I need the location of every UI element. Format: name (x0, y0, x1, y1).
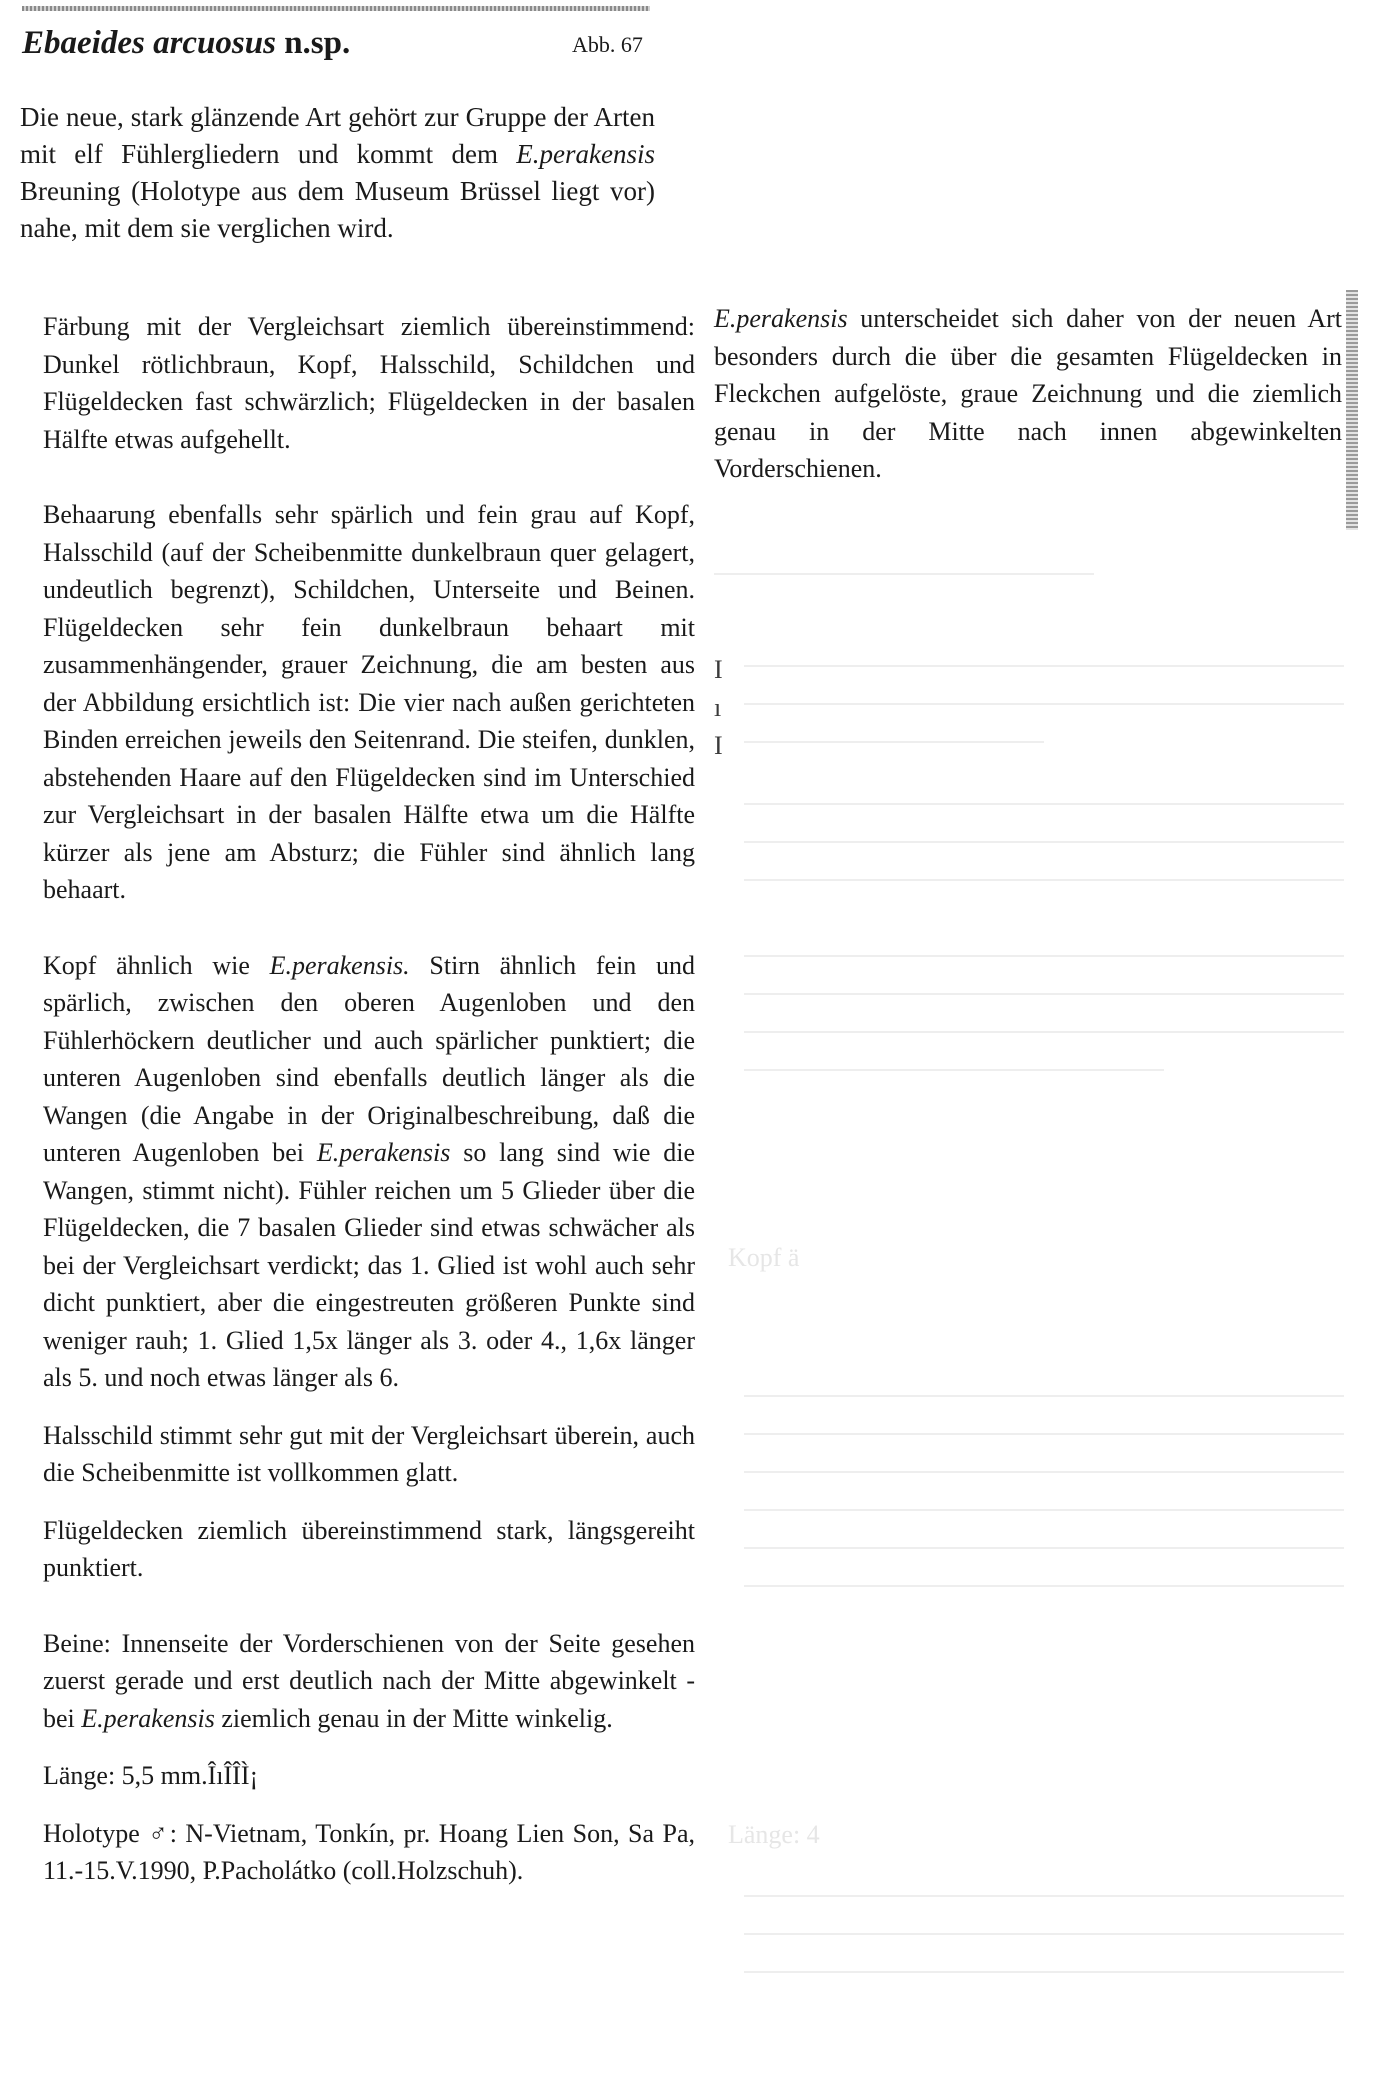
beine-species: E.perakensis (81, 1703, 215, 1733)
paragraph-laenge: Länge: 5,5 mm.ÎıÎÎÌ¡ (43, 1761, 259, 1790)
intro-paragraph (20, 99, 655, 247)
intro-text: Die neue, stark glänzende Art gehört zur Gruppe der Arten mit elf Fühlergliedern und kommt dem (20, 102, 655, 169)
paragraph-fluegeldecken: Flügeldecken ziemlich übereinstimmend stark, längsgereiht punktiert. (43, 1515, 695, 1582)
kopf-text: Kopf ähnlich wie (43, 950, 270, 980)
paragraph-beine (43, 1625, 695, 1738)
kopf-species-2: E.perakensis (316, 1138, 451, 1167)
beine-text-end: ziemlich genau in der Mitte winkelig. (214, 1703, 613, 1733)
paragraph-faerbung: Färbung mit der Vergleichsart ziemlich übereinstimmend: Dunkel rötlichbraun, Kopf, Halsschild, Schildchen und Flügeldecken fast schwärzlich; Flügeldecken in der basalen Hälfte etwas aufgehellt. (43, 312, 695, 454)
kopf-text-end: so lang sind wie die Wangen, stimmt nicht). Fühler reichen um 5 Glieder über die Flügeldecken, die 7 basalen Glieder sind etwas schwächer als bei der Vergleichsart verdickt; das 1. Glied ist wohl auch sehr dicht punktiert, aber die eingestreuten größeren Punkte sind weniger rauh; 1. Glied 1,5x länger als 3. oder 4., 1,6x länger als 5. und noch etwas länger als 6. (43, 1138, 695, 1392)
figure-reference: Abb. 67 (572, 32, 643, 57)
bleed-text-laenge: Länge: 4 (728, 1820, 820, 1849)
paragraph-kopf (43, 947, 695, 1397)
species-name: Ebaeides arcuosus (22, 25, 276, 61)
kopf-text-mid: Stirn ähnlich fein und spärlich, zwischen den oberen Augenloben und den Fühlerhöckern deutlicher und auch spärlicher punktiert; die unteren Augenloben sind ebenfalls deutlich länger als die Wangen (die Angabe in der Originalbeschreibung, daß die unteren Augenloben bei (43, 950, 695, 1167)
left-column (43, 308, 695, 1890)
intro-species: E.perakensis (516, 139, 655, 169)
beine-text: Beine: Innenseite der Vorderschienen von der Seite gesehen zuerst gerade und erst deutlich nach der Mitte abgewinkelt - bei (43, 1628, 695, 1733)
kopf-species: E.perakensis. (269, 950, 410, 980)
bleed-text-kopf: Kopf ä (728, 1243, 800, 1272)
paragraph-holotype: Holotype ♂: N-Vietnam, Tonkín, pr. Hoang Lien Son, Sa Pa, 11.-15.V.1990, P.Pacholátko (coll.Holzschuh). (43, 1818, 695, 1885)
comparison-species: E.perakensis (714, 304, 848, 333)
right-column (714, 300, 1342, 488)
species-title (22, 25, 350, 62)
paragraph-halsschild: Halsschild stimmt sehr gut mit der Vergleichsart überein, auch die Scheibenmitte ist vollkommen glatt. (43, 1420, 695, 1487)
scan-edge-strip (1346, 290, 1358, 530)
paragraph-behaarung: Behaarung ebenfalls sehr spärlich und fein grau auf Kopf, Halsschild (auf der Scheibenmitte dunkelbraun quer gelagert, undeutlich begrenzt), Schildchen, Unterseite und Beinen. Flügeldecken sehr fein dunkelbraun behaart mit zusammenhängender, grauer Zeichnung, die am besten aus der Abbildung ersichtlich ist: Die vier nach außen gerichteten Binden erreichen jeweils den Seitenrand. Die steifen, dunklen, abstehenden Haare auf den Flügeldecken sind im Unterschied zur Vergleichsart in der basalen Hälfte etwa um die Hälfte kürzer als jene am Absturz; die Fühler sind ähnlich lang behaart. (43, 500, 695, 904)
bleed-through-area: I ı I Kopf ä Länge: 4 (714, 555, 1354, 2055)
paragraph-comparison (714, 300, 1342, 488)
species-suffix: n.sp. (275, 25, 351, 61)
top-rule (22, 6, 650, 11)
intro-text-end: Breuning (Holotype aus dem Museum Brüssel liegt vor) nahe, mit dem sie verglichen wird. (20, 176, 655, 243)
comparison-text: unterscheidet sich daher von der neuen Art besonders durch die über die gesamten Flügeldecken in Fleckchen aufgelöste, graue Zeichnung und die ziemlich genau in der Mitte nach innen abgewinkelten Vorderschienen. (714, 304, 1342, 483)
